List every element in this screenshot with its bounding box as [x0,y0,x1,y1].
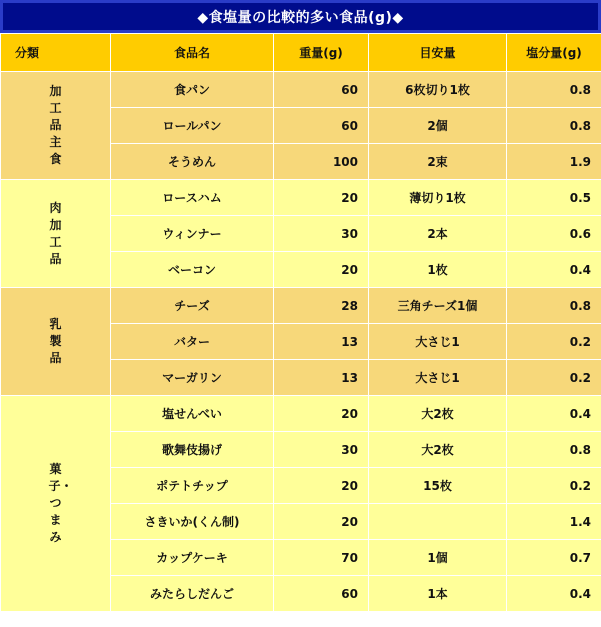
weight-cell: 60 [274,576,369,612]
salt-cell: 1.4 [507,504,601,540]
weight-cell: 20 [274,504,369,540]
weight-cell: 20 [274,468,369,504]
weight-cell: 13 [274,360,369,396]
category-cell: 菓子・つまみ [1,396,111,612]
header-food-name: 食品名 [111,34,274,72]
table-row [1,72,601,108]
food-name-cell: バター [111,324,274,360]
table-row [1,396,601,432]
weight-cell: 20 [274,180,369,216]
measure-cell: 大さじ1 [369,324,507,360]
measure-cell: 1本 [369,576,507,612]
table-row [1,288,601,324]
header-weight: 重量(g) [274,34,369,72]
measure-cell: 6枚切り1枚 [369,72,507,108]
salt-content-table [0,33,601,612]
measure-cell: 大さじ1 [369,360,507,396]
weight-cell: 30 [274,216,369,252]
salt-cell: 0.2 [507,324,601,360]
salt-cell: 0.4 [507,252,601,288]
food-name-cell: マーガリン [111,360,274,396]
salt-cell: 0.5 [507,180,601,216]
salt-cell: 0.8 [507,288,601,324]
weight-cell: 30 [274,432,369,468]
measure-cell: 2束 [369,144,507,180]
weight-cell: 70 [274,540,369,576]
weight-cell: 60 [274,72,369,108]
header-category: 分類 [1,34,111,72]
food-name-cell: ロールパン [111,108,274,144]
salt-cell: 0.8 [507,108,601,144]
salt-cell: 0.2 [507,360,601,396]
measure-cell: 2個 [369,108,507,144]
weight-cell: 13 [274,324,369,360]
measure-cell: 2本 [369,216,507,252]
food-name-cell: みたらしだんご [111,576,274,612]
food-name-cell: さきいか(くん制) [111,504,274,540]
salt-cell: 1.9 [507,144,601,180]
category-cell: 加工品主食 [1,72,111,180]
salt-cell: 0.7 [507,540,601,576]
header-measure: 目安量 [369,34,507,72]
salt-cell: 0.4 [507,396,601,432]
food-name-cell: ロースハム [111,180,274,216]
food-name-cell: 食パン [111,72,274,108]
category-cell: 乳製品 [1,288,111,396]
measure-cell: 大2枚 [369,396,507,432]
measure-cell: 1個 [369,540,507,576]
header-salt: 塩分量(g) [507,34,601,72]
weight-cell: 20 [274,396,369,432]
food-name-cell: 塩せんべい [111,396,274,432]
food-name-cell: カップケーキ [111,540,274,576]
category-cell: 肉加工品 [1,180,111,288]
weight-cell: 100 [274,144,369,180]
header-row [1,34,601,72]
salt-cell: 0.4 [507,576,601,612]
food-name-cell: チーズ [111,288,274,324]
food-name-cell: ベーコン [111,252,274,288]
measure-cell: 15枚 [369,468,507,504]
weight-cell: 28 [274,288,369,324]
measure-cell [369,504,507,540]
salt-cell: 0.2 [507,468,601,504]
weight-cell: 20 [274,252,369,288]
food-name-cell: ポテトチップ [111,468,274,504]
salt-cell: 0.6 [507,216,601,252]
table-row [1,180,601,216]
measure-cell: 大2枚 [369,432,507,468]
salt-cell: 0.8 [507,72,601,108]
measure-cell: 三角チーズ1個 [369,288,507,324]
weight-cell: 60 [274,108,369,144]
food-name-cell: ウィンナー [111,216,274,252]
salt-cell: 0.8 [507,432,601,468]
measure-cell: 1枚 [369,252,507,288]
food-name-cell: 歌舞伎揚げ [111,432,274,468]
measure-cell: 薄切り1枚 [369,180,507,216]
food-name-cell: そうめん [111,144,274,180]
table-title: ◆食塩量の比較的多い食品(g)◆ [0,0,601,33]
